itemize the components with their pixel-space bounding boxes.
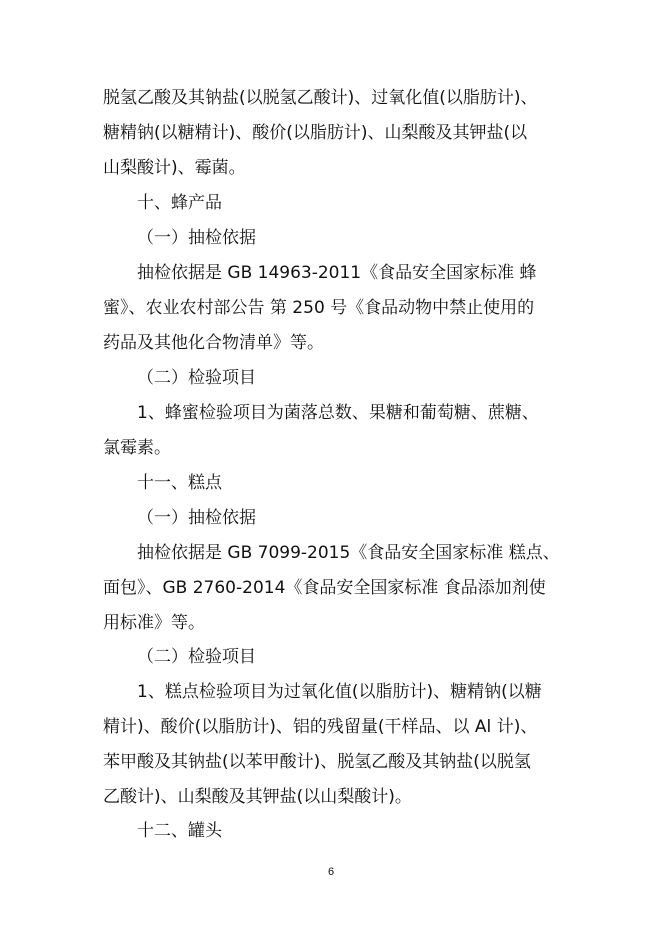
paragraph-line: 1、糕点检验项目为过氧化值(以脂肪计)、糖精钠(以糖 [137, 682, 542, 702]
paragraph-line: 山梨酸计)、霉菌。 [103, 158, 246, 178]
subsection-heading: （二）检验项目 [137, 647, 256, 667]
paragraph-line: 氯霉素。 [103, 438, 171, 458]
paragraph-line: 抽检依据是 GB 7099-2015《食品安全国家标准 糕点、 [137, 543, 560, 563]
paragraph-line: 脱氢乙酸及其钠盐(以脱氢乙酸计)、过氧化值(以脂肪计)、 [103, 88, 538, 108]
paragraph-line: 苯甲酸及其钠盐(以苯甲酸计)、脱氢乙酸及其钠盐(以脱氢 [103, 752, 531, 772]
subsection-heading: （一）抽检依据 [137, 228, 256, 248]
subsection-heading: （二）检验项目 [137, 368, 256, 388]
paragraph-line: 1、蜂蜜检验项目为菌落总数、果糖和葡萄糖、蔗糖、 [137, 403, 539, 423]
section-heading: 十一、糕点 [137, 473, 222, 493]
section-heading: 十二、罐头 [137, 821, 222, 841]
paragraph-line: 精计)、酸价(以脂肪计)、铝的残留量(干样品、以 Al 计)、 [103, 717, 538, 737]
paragraph-line: 抽检依据是 GB 14963-2011《食品安全国家标准 蜂 [137, 263, 537, 283]
subsection-heading: （一）抽检依据 [137, 508, 256, 528]
paragraph-line: 用标准》等。 [103, 613, 205, 633]
paragraph-line: 糖精钠(以糖精计)、酸价(以脂肪计)、山梨酸及其钾盐(以 [103, 123, 528, 143]
page-number: 6 [327, 866, 335, 878]
paragraph-line: 药品及其他化合物清单》等。 [103, 333, 324, 353]
paragraph-line: 乙酸计)、山梨酸及其钾盐(以山梨酸计)。 [103, 787, 412, 807]
paragraph-line: 面包》、GB 2760-2014《食品安全国家标准 食品添加剂使 [103, 578, 546, 598]
paragraph-line: 蜜》、农业农村部公告 第 250 号《食品动物中禁止使用的 [103, 298, 535, 318]
section-heading: 十、蜂产品 [137, 193, 222, 213]
